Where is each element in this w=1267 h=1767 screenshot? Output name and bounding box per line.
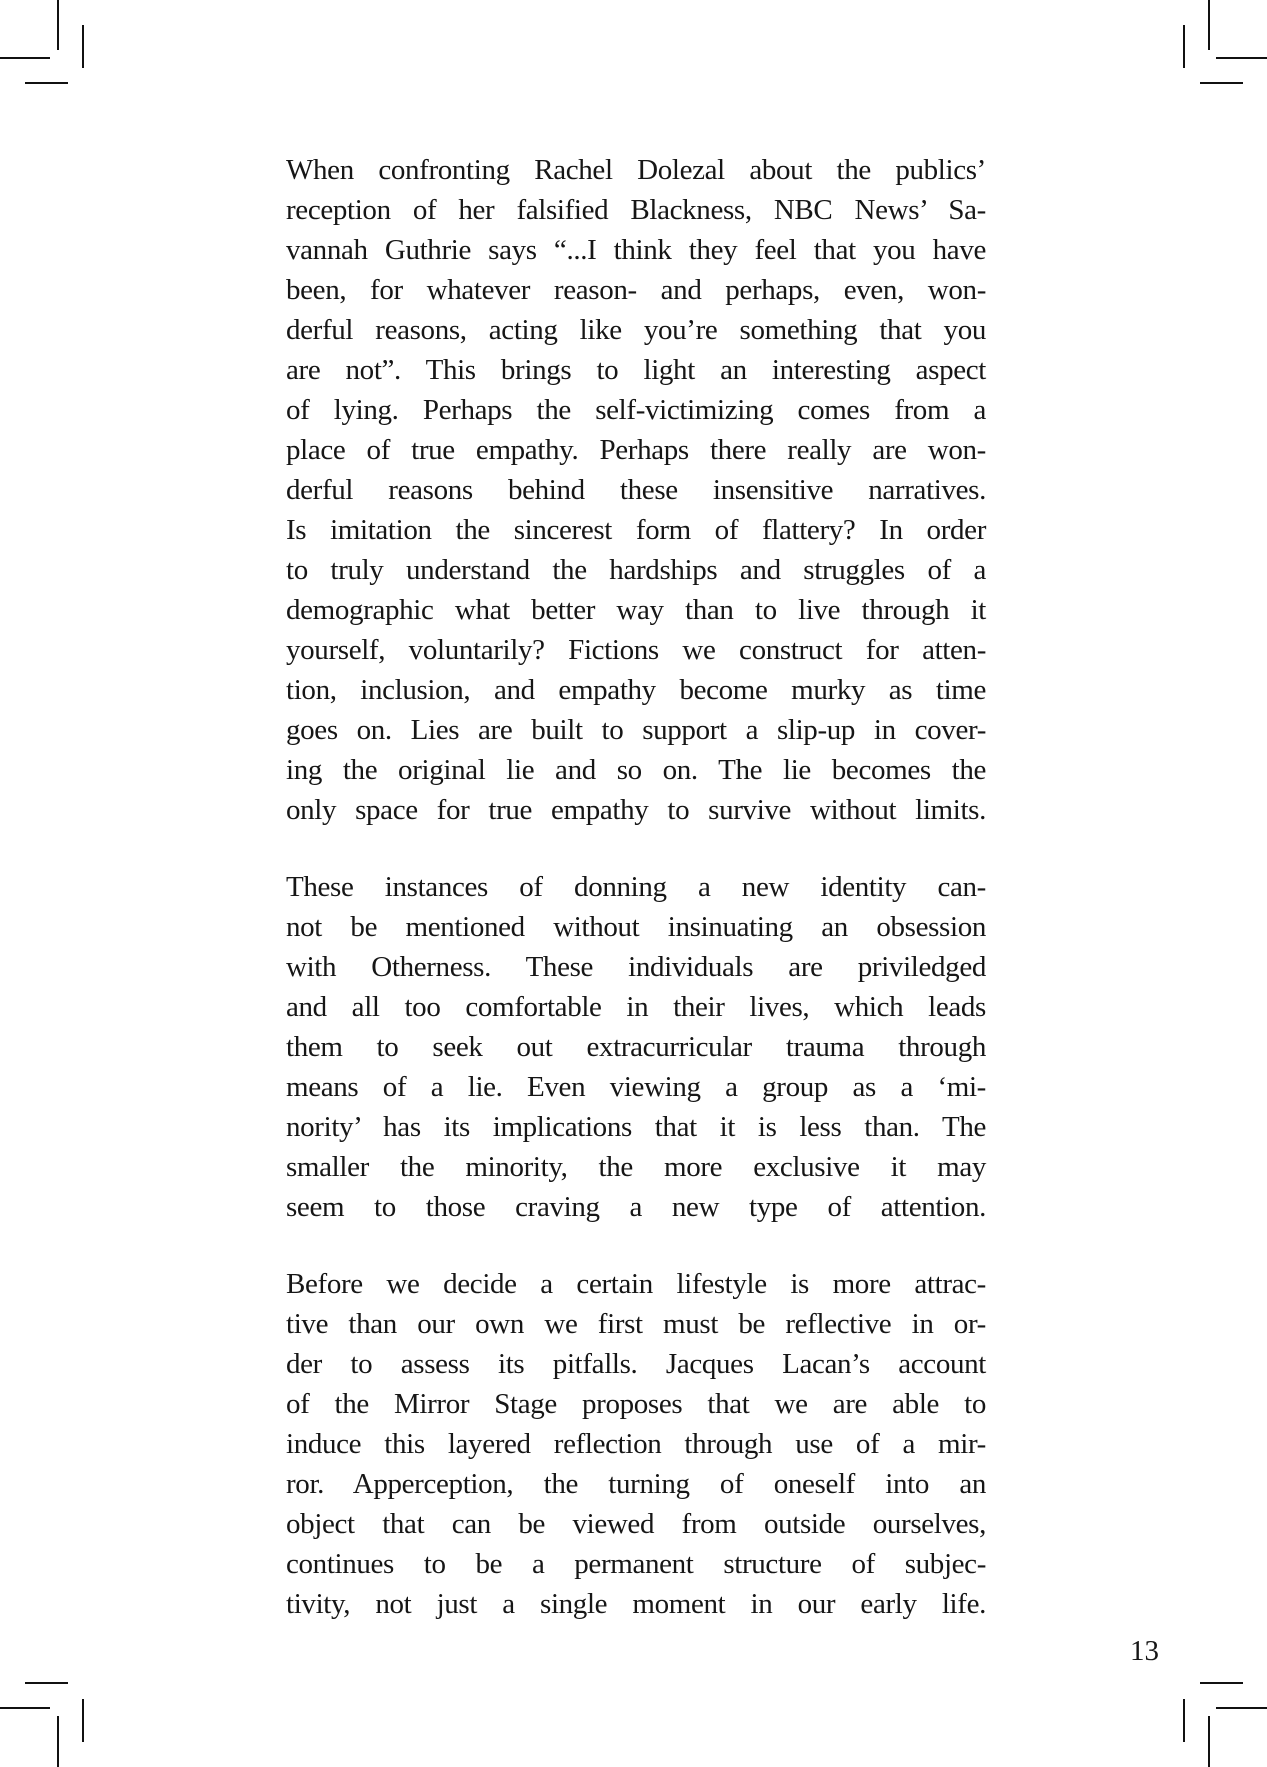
crop-mark-top-right-outer-horizontal	[1216, 57, 1267, 59]
text-line: seem to those craving a new type of attention.	[286, 1191, 986, 1223]
crop-mark-top-right-inner-vertical	[1183, 25, 1185, 68]
text-line: demographic what better way than to live through it	[286, 594, 986, 626]
crop-mark-bottom-right-outer-vertical	[1208, 1716, 1210, 1767]
crop-mark-bottom-right-outer-horizontal	[1216, 1707, 1267, 1709]
text-line: been, for whatever reason- and perhaps, even, won-	[286, 274, 986, 306]
text-line: tivity, not just a single moment in our early life.	[286, 1588, 986, 1620]
crop-mark-top-right-outer-vertical	[1208, 0, 1210, 50]
crop-mark-bottom-left-outer-horizontal	[0, 1707, 50, 1709]
text-line: to truly understand the hardships and struggles of a	[286, 554, 986, 586]
text-line: them to seek out extracurricular trauma through	[286, 1031, 986, 1063]
text-line: tive than our own we first must be reflective in or-	[286, 1308, 986, 1340]
text-line: Before we decide a certain lifestyle is more attrac-	[286, 1268, 986, 1300]
paragraph-3	[286, 1264, 986, 1624]
text-line: smaller the minority, the more exclusive it may	[286, 1151, 986, 1183]
text-line: of lying. Perhaps the self-victimizing comes from a	[286, 394, 986, 426]
text-line: object that can be viewed from outside ourselves,	[286, 1508, 986, 1540]
text-line: These instances of donning a new identity can-	[286, 871, 986, 903]
page-number: 13	[1130, 1635, 1159, 1667]
text-line: means of a lie. Even viewing a group as a ‘mi-	[286, 1071, 986, 1103]
text-line: derful reasons behind these insensitive narratives.	[286, 474, 986, 506]
body-text	[286, 150, 986, 1624]
text-line: vannah Guthrie says “...I think they feel that you have	[286, 234, 986, 266]
paragraph-2	[286, 867, 986, 1227]
text-line: of the Mirror Stage proposes that we are able to	[286, 1388, 986, 1420]
crop-mark-top-left-outer-horizontal	[0, 57, 50, 59]
text-line: induce this layered reflection through use of a mir-	[286, 1428, 986, 1460]
text-line: reception of her falsified Blackness, NBC News’ Sa-	[286, 194, 986, 226]
paragraph-1	[286, 150, 986, 830]
crop-mark-top-right-inner-horizontal	[1200, 82, 1243, 84]
crop-mark-bottom-left-inner-vertical	[82, 1699, 84, 1742]
crop-mark-top-left-outer-vertical	[57, 0, 59, 50]
text-line: are not”. This brings to light an interesting aspect	[286, 354, 986, 386]
text-line: When confronting Rachel Dolezal about the publics’	[286, 154, 986, 186]
text-line: and all too comfortable in their lives, which leads	[286, 991, 986, 1023]
text-line: yourself, voluntarily? Fictions we construct for atten-	[286, 634, 986, 666]
crop-mark-bottom-right-inner-vertical	[1183, 1699, 1185, 1742]
text-line: der to assess its pitfalls. Jacques Lacan’s account	[286, 1348, 986, 1380]
crop-mark-top-left-inner-vertical	[82, 25, 84, 68]
text-line: derful reasons, acting like you’re something that you	[286, 314, 986, 346]
text-line: not be mentioned without insinuating an obsession	[286, 911, 986, 943]
text-line: with Otherness. These individuals are priviledged	[286, 951, 986, 983]
text-line: goes on. Lies are built to support a slip-up in cover-	[286, 714, 986, 746]
crop-mark-bottom-right-inner-horizontal	[1200, 1682, 1243, 1684]
crop-mark-bottom-left-inner-horizontal	[25, 1682, 68, 1684]
text-line: nority’ has its implications that it is less than. The	[286, 1111, 986, 1143]
text-line: tion, inclusion, and empathy become murky as time	[286, 674, 986, 706]
crop-mark-bottom-left-outer-vertical	[57, 1716, 59, 1767]
text-line: Is imitation the sincerest form of flattery? In order	[286, 514, 986, 546]
crop-mark-top-left-inner-horizontal	[25, 82, 68, 84]
text-line: ror. Apperception, the turning of oneself into an	[286, 1468, 986, 1500]
text-line: ing the original lie and so on. The lie becomes the	[286, 754, 986, 786]
text-line: place of true empathy. Perhaps there really are won-	[286, 434, 986, 466]
text-line: continues to be a permanent structure of subjec-	[286, 1548, 986, 1580]
text-line: only space for true empathy to survive without limits.	[286, 794, 986, 826]
